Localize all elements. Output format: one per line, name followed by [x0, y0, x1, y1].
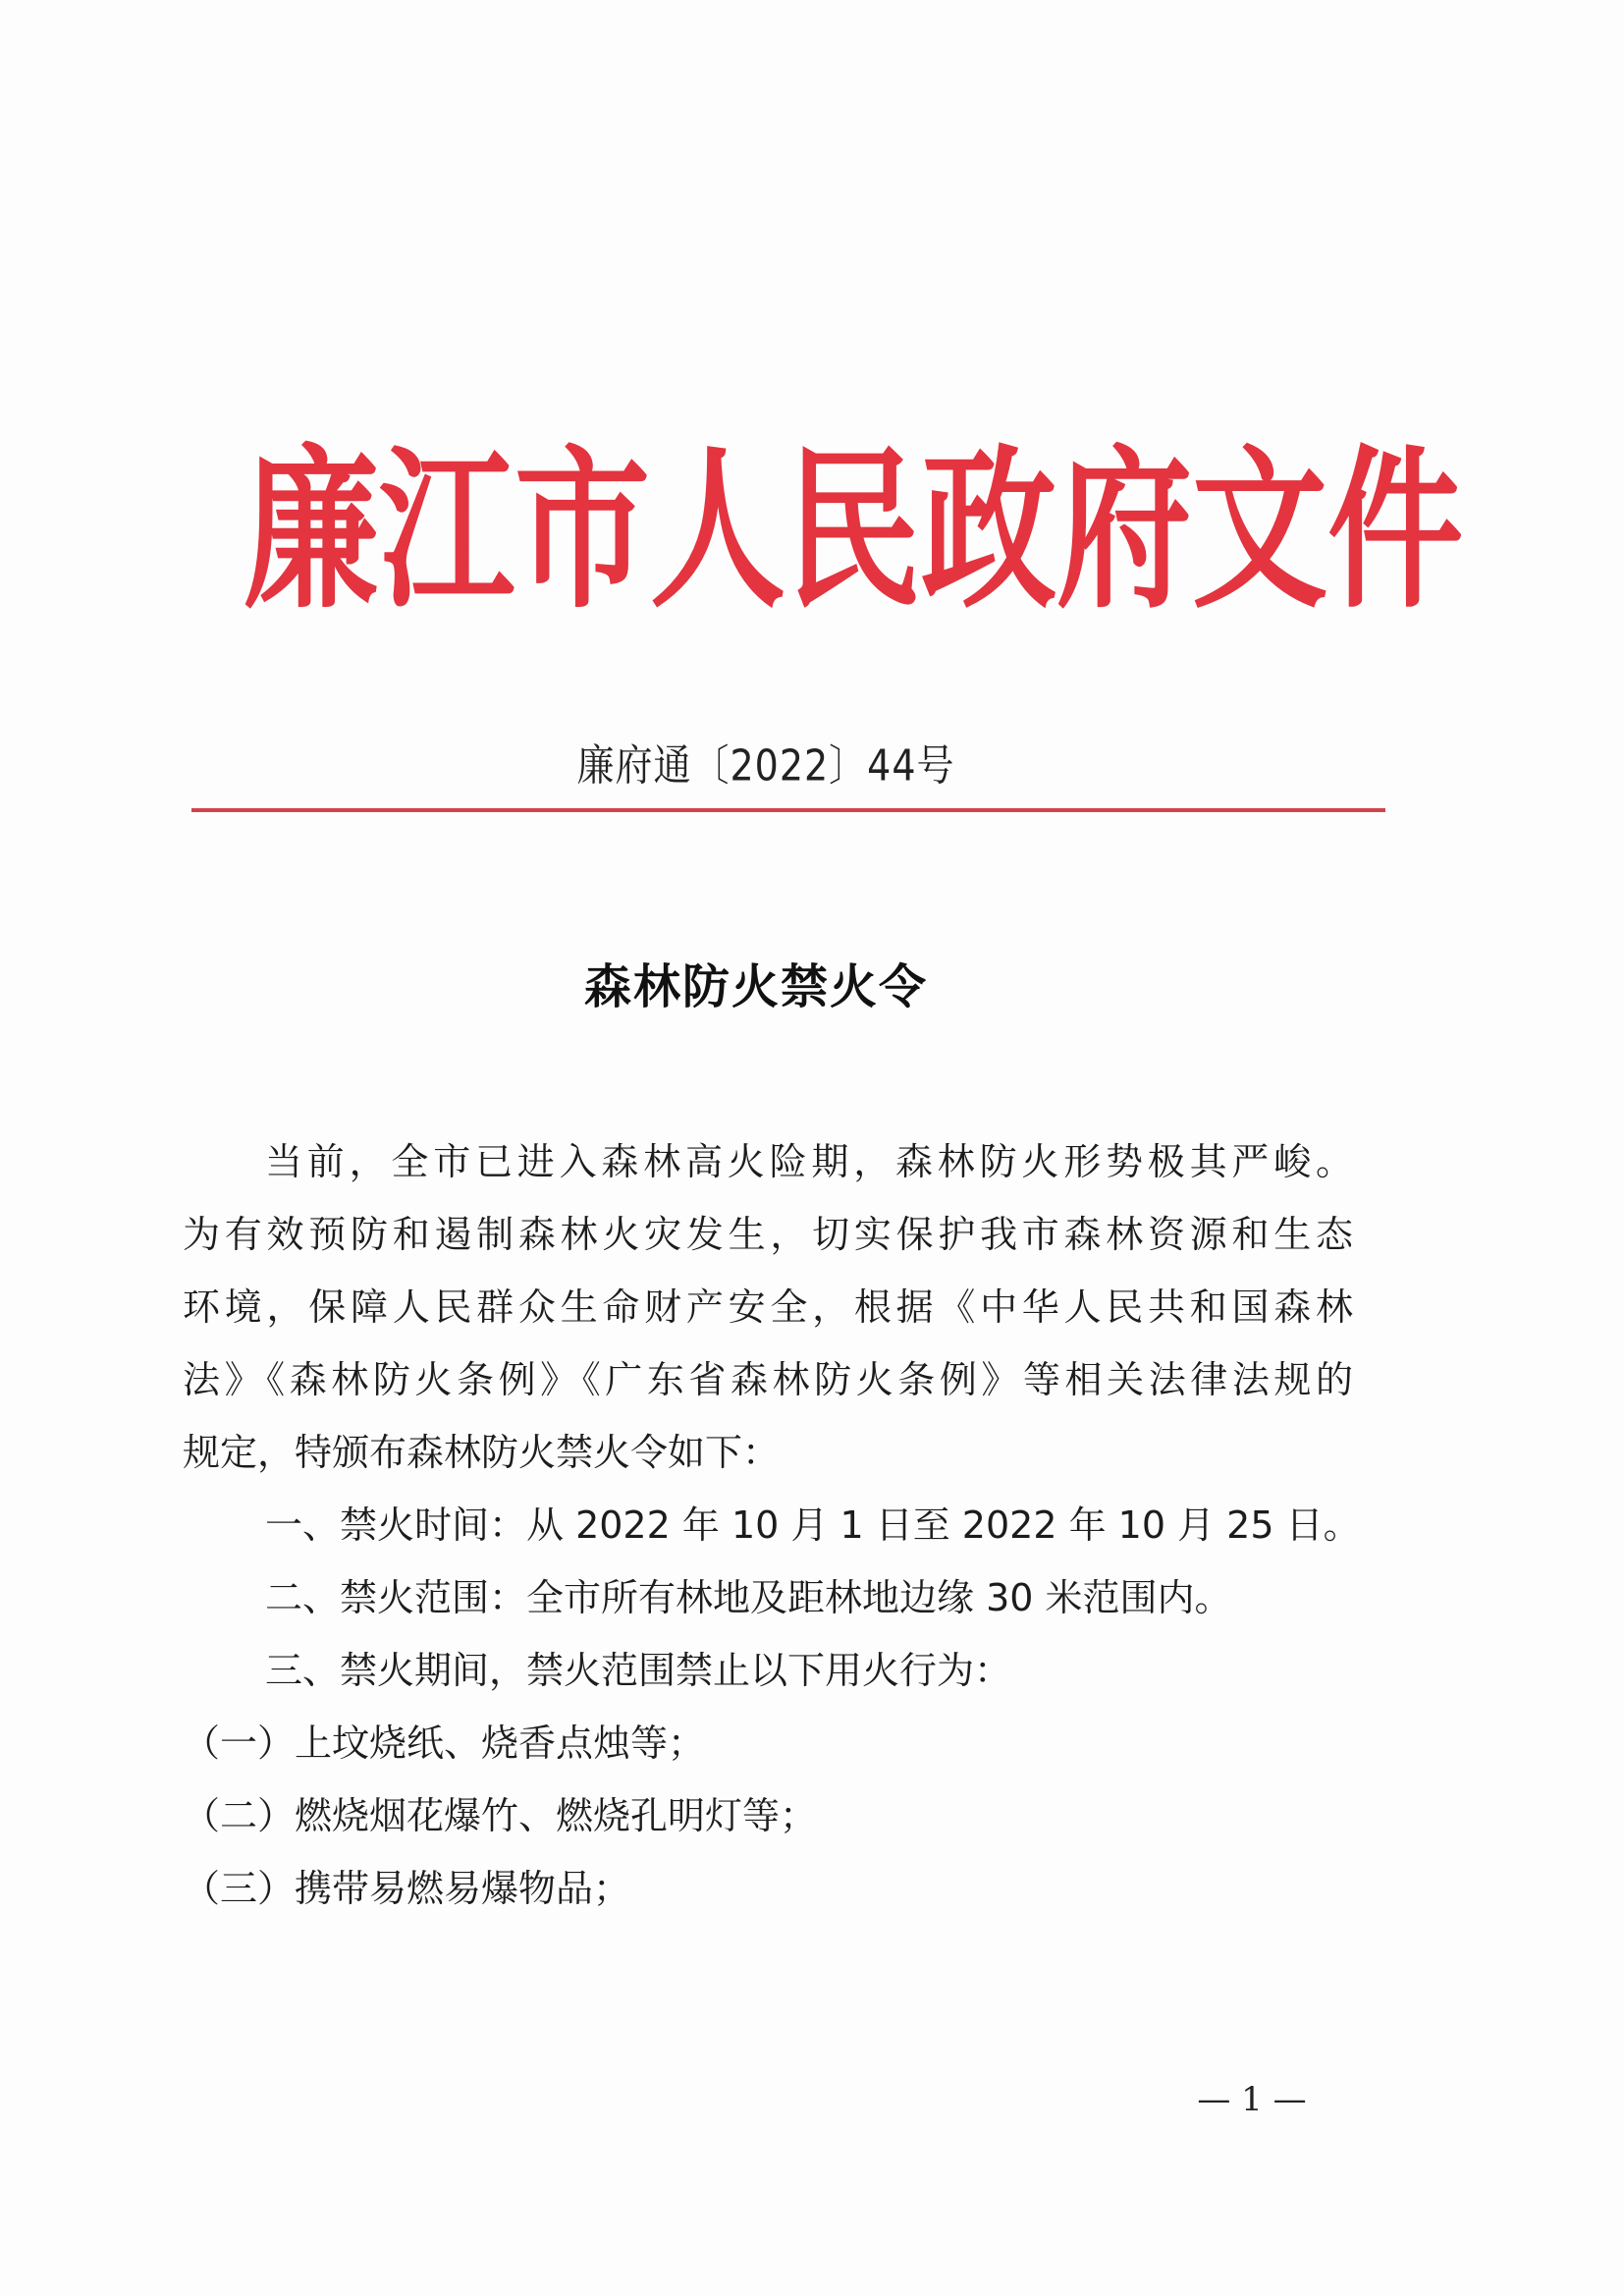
body-line: 环境，保障人民群众生命财产安全，根据《中华人民共和国森林 [183, 1285, 1353, 1329]
body-line: 为有效预防和遏制森林火灾发生，切实保护我市森林资源和生态 [183, 1213, 1353, 1256]
issuer-char: 人 [650, 427, 786, 632]
red-divider-rule [191, 808, 1385, 812]
document-body [183, 1125, 1361, 1925]
issuer-char: 市 [514, 427, 651, 632]
clause-ban-activities: 三、禁火期间，禁火范围禁止以下用火行为： [265, 1649, 1012, 1692]
issuer-char: 件 [1327, 427, 1464, 632]
issuer-char: 廉 [244, 427, 380, 632]
page-number: — 1 — [1197, 2080, 1307, 2119]
sub-item-2: （二）燃烧烟花爆竹、燃烧孔明灯等； [183, 1794, 818, 1837]
sub-item-1: （一）上坟烧纸、烧香点烛等； [183, 1722, 706, 1765]
issuer-char: 文 [1192, 427, 1328, 632]
body-line: 当前，全市已进入森林高火险期，森林防火形势极其严峻。 [265, 1140, 1353, 1183]
issuer-char: 民 [785, 427, 922, 632]
document-number: 廉府通〔2022〕44号 [576, 740, 955, 791]
sub-item-3: （三）携带易燃易爆物品； [183, 1867, 631, 1910]
issuer-char: 江 [379, 427, 515, 632]
issuer-header [244, 405, 1464, 656]
body-line: 法》《森林防火条例》《广东省森林防火条例》等相关法律法规的 [183, 1358, 1353, 1401]
document-title: 森林防火禁火令 [583, 959, 928, 1014]
issuer-char: 府 [1056, 427, 1193, 632]
clause-ban-period: 一、禁火时间：从 2022 年 10 月 1 日至 2022 年 10 月 25 日。 [265, 1503, 1361, 1547]
clause-ban-area: 二、禁火范围：全市所有林地及距林地边缘 30 米范围内。 [265, 1576, 1232, 1619]
issuer-char: 政 [921, 427, 1057, 632]
body-line: 规定，特颁布森林防火禁火令如下： [183, 1431, 781, 1474]
